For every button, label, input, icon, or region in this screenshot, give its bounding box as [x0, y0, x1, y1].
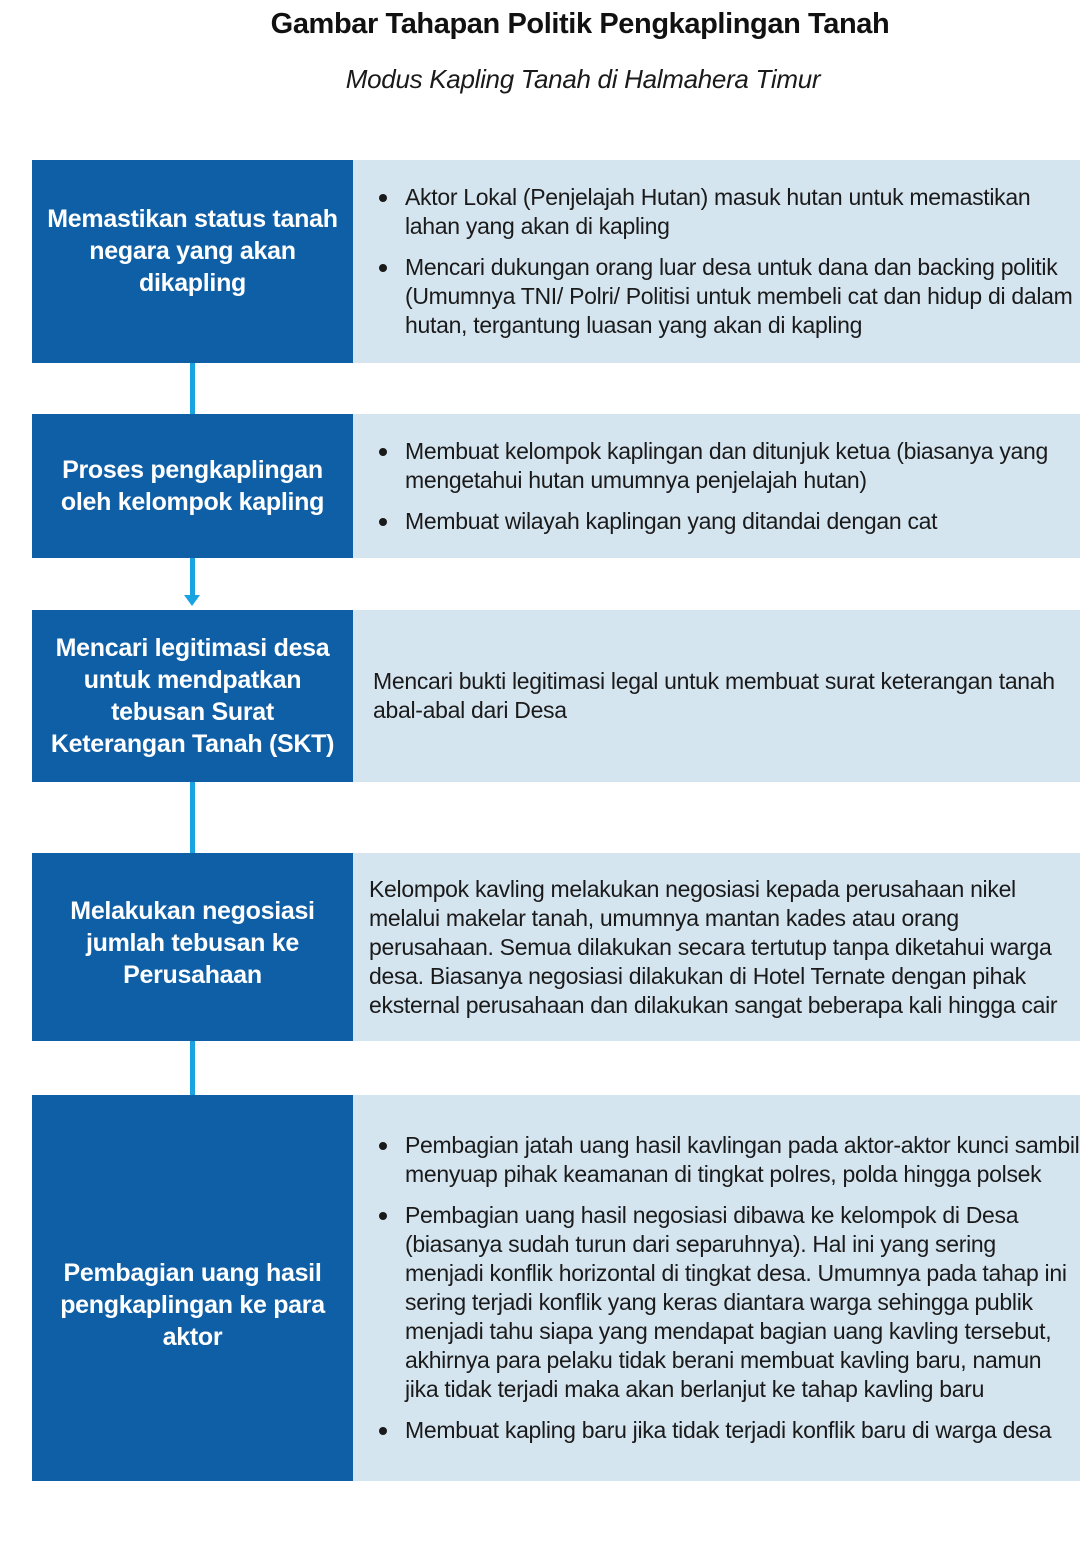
bullet-icon: [379, 518, 387, 526]
step-2: [32, 414, 1080, 558]
step-2-label: Proses pengkaplingan oleh kelompok kapling: [32, 414, 353, 558]
step-5: [32, 1095, 1080, 1481]
step-3-text: Mencari bukti legitimasi legal untuk membuat surat keterangan tanah abal-abal dari Desa: [373, 668, 1055, 723]
step-3-label: Mencari legitimasi desa untuk mendpatkan tebusan Surat Keterangan Tanah (SKT): [32, 610, 353, 782]
step-2-description: [353, 414, 1080, 558]
bullet-icon: [379, 264, 387, 272]
step-4-description: [353, 853, 1080, 1041]
bullet-item: Mencari dukungan orang luar desa untuk dana dan backing politik (Umumnya TNI/ Polri/ Politisi untuk membeli cat dan hidup di dalam hutan, tergantung luasan yang akan di kapling: [371, 253, 1080, 340]
bullet-icon: [379, 1212, 387, 1220]
diagram-title: Gambar Tahapan Politik Pengkaplingan Tanah: [270, 8, 890, 40]
step-1-description: [353, 160, 1080, 363]
step-4-text: Kelompok kavling melakukan negosiasi kepada perusahaan nikel melalui makelar tanah, umumnya mantan kades atau orang perusahaan. Semua dilakukan secara tertutup tanpa diketahui warga desa. Biasanya negosiasi dilakukan di Hotel Ternate dengan pihak eksternal perusahaan dan dilakukan sangat beberapa kali hingga cair: [369, 875, 1058, 1018]
bullet-icon: [379, 194, 387, 202]
arrow-head-icon: [184, 595, 200, 606]
step-4: [32, 853, 1080, 1041]
bullet-icon: [379, 1142, 387, 1150]
bullet-icon: [379, 448, 387, 456]
step-1-label: Memastikan status tanah negara yang akan dikapling: [32, 160, 353, 363]
step-5-bullet-list: [371, 1131, 1080, 1445]
step-3-description: [353, 610, 1080, 782]
step-5-description: [353, 1095, 1080, 1481]
diagram-subtitle: Modus Kapling Tanah di Halmahera Timur: [345, 64, 821, 94]
bullet-item: Pembagian uang hasil negosiasi dibawa ke kelompok di Desa (biasanya sudah turun dari separuhnya). Hal ini yang sering menjadi konflik horizontal di tingkat desa. Umumnya pada tahap ini sering terjadi konflik yang keras diantara warga sehingga publik menjadi tahu siapa yang mendapat bagian uang kavling tersebut, akhirnya para pelaku tidak berani membuat kavling baru, namun jika tidak terjadi maka akan berlanjut ke tahap kavling baru: [371, 1201, 1080, 1404]
bullet-item: Membuat kelompok kaplingan dan ditunjuk ketua (biasanya yang mengetahui hutan umumnya penjelajah hutan): [371, 437, 1080, 495]
step-2-bullet-list: [371, 437, 1080, 536]
step-4-label: Melakukan negosiasi jumlah tebusan ke Perusahaan: [32, 853, 353, 1041]
step-1: [32, 160, 1080, 363]
step-1-bullet-list: [371, 183, 1080, 340]
bullet-icon: [379, 1427, 387, 1435]
step-5-label: Pembagian uang hasil pengkaplingan ke para aktor: [32, 1095, 353, 1481]
flow-arrow-3: [190, 782, 195, 858]
bullet-item: Aktor Lokal (Penjelajah Hutan) masuk hutan untuk memastikan lahan yang akan di kapling: [371, 183, 1080, 241]
bullet-item: Pembagian jatah uang hasil kavlingan pada aktor-aktor kunci sambil menyuap pihak keamanan di tingkat polres, polda hingga polsek: [371, 1131, 1080, 1189]
bullet-item: Membuat wilayah kaplingan yang ditandai dengan cat: [371, 507, 1080, 536]
bullet-item: Membuat kapling baru jika tidak terjadi konflik baru di warga desa: [371, 1416, 1080, 1445]
step-3: [32, 610, 1080, 782]
